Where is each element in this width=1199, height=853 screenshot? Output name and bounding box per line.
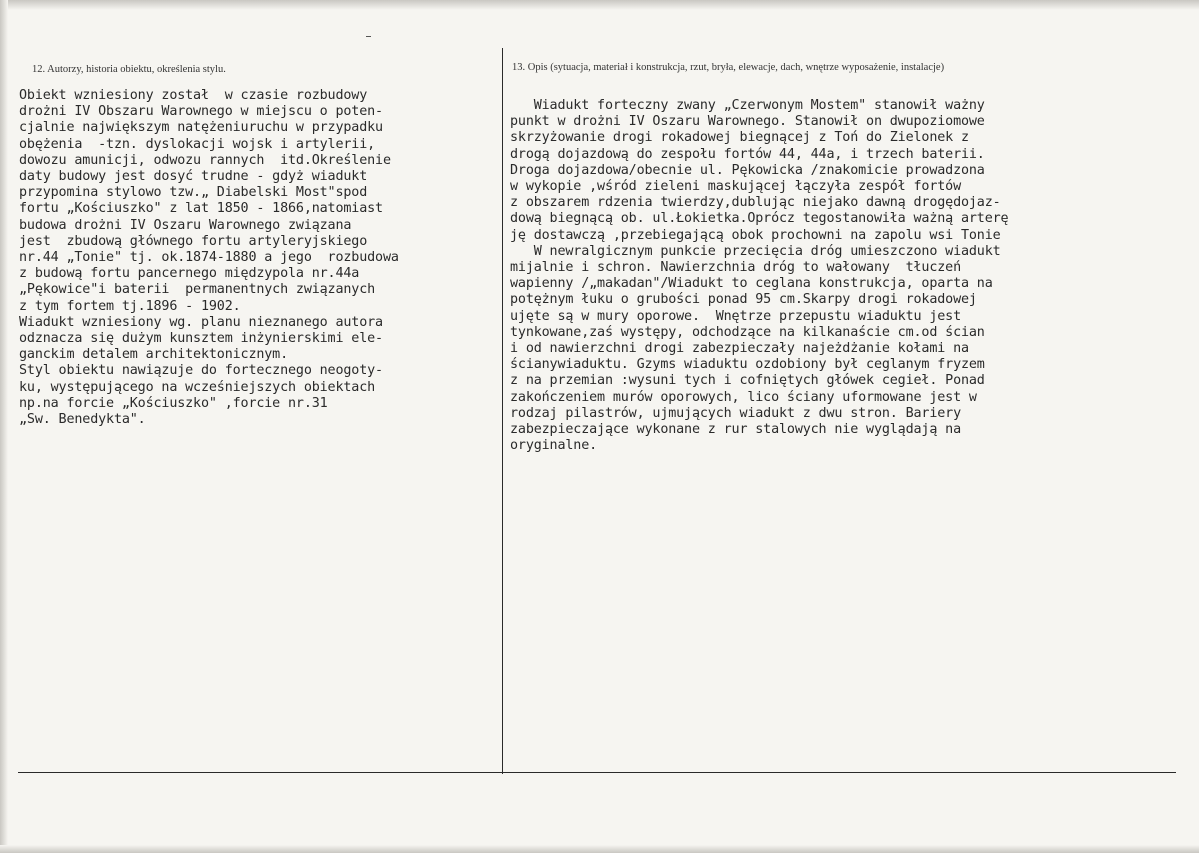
typed-line: Wiadukt forteczny zwany „Czerwonym Mostem" stanowił ważny xyxy=(510,98,985,113)
typed-line: daty budowy jest dosyć trudne - gdyż wiadukt xyxy=(19,169,368,185)
typed-line: Styl obiektu nawiązuje do fortecznego neogoty- xyxy=(19,363,383,379)
typed-line: „Pękowice"i baterii permanentnych związanych xyxy=(19,282,376,298)
typed-line: oryginalne. xyxy=(510,438,598,454)
section-12-typed-text xyxy=(19,88,399,428)
typed-line: zakończeniem murów oporowych, lico ściany uformowane jest w xyxy=(510,389,977,405)
typed-line: przypomina stylowo tzw.„ Diabelski Most"spod xyxy=(19,185,368,201)
typed-line: potężnym łuku o grubości ponad 95 cm.Skarpy drogi rokadowej xyxy=(510,292,977,308)
typed-line: drożni IV Obszaru Warownego w miejscu o poten- xyxy=(19,104,383,120)
typed-line: dową biegnącą ob. ul.Łokietka.Oprócz tegostanowiła ważną arterę xyxy=(510,211,1009,227)
typed-line: z budową fortu pancernego międzypola nr.44a xyxy=(19,266,360,282)
typed-line: „Sw. Benedykta". xyxy=(19,412,146,428)
page-edge-shadow-top xyxy=(0,0,1199,10)
typed-line: Obiekt wzniesiony został w czasie rozbudowy xyxy=(19,88,368,103)
typed-line: np.na forcie „Kościuszko" ,forcie nr.31 xyxy=(19,395,328,411)
typed-line: Droga dojazdowa/obecnie ul. Pękowicka /znakomicie prowadzona xyxy=(510,162,985,178)
typed-line: nr.44 „Tonie" tj. ok.1874-1880 a jego rozbudowa xyxy=(19,250,399,266)
section-13-typed-text xyxy=(510,98,1008,454)
typed-line: wapienny /„makadan"/Wiadukt to ceglana konstrukcja, oparta na xyxy=(510,276,993,292)
typed-line: ujęte są w mury oporowe. Wnętrze przepustu wiaduktu jest xyxy=(510,308,961,324)
typed-line: ku, występującego na wcześniejszych obiektach xyxy=(19,379,376,395)
typed-line: skrzyżowanie drogi rokadowej biegnącej z Toń do Zielonek z xyxy=(510,130,969,146)
typed-line: i od nawierzchni drogi zabezpieczały najeżdżanie kołami na xyxy=(510,341,969,357)
bottom-rule xyxy=(18,772,1176,773)
typed-line: ję dostawczą ,przebiegającą obok prochowni na zapolu wsi Tonie xyxy=(510,227,1001,243)
typed-line: obężenia -tzn. dyslokacji wojsk i artylerii, xyxy=(19,136,376,152)
typed-line: zabezpieczające wykonane z rur stalowych nie wyglądają na xyxy=(510,422,961,438)
typed-line: z obszarem rdzenia twierdzy,dublując niejako dawną drogędojaz- xyxy=(510,195,1001,211)
typed-line: punkt w drożni IV Oszaru Warownego. Stanowił on dwupoziomowe xyxy=(510,114,985,130)
page-edge-shadow-left xyxy=(0,0,8,853)
stray-mark xyxy=(366,36,371,37)
typed-line: ganckim detalem architektonicznym. xyxy=(19,347,289,363)
typed-line: dowozu amunicji, odwozu rannych itd.Określenie xyxy=(19,152,391,168)
typed-line: odznacza się dużym kunsztem inżynierskimi ele- xyxy=(19,331,383,347)
page-edge-shadow-bottom xyxy=(0,845,1199,853)
section-12-heading: 12. Autorzy, historia obiektu, określenia stylu. xyxy=(32,64,226,75)
typed-line: tynkowane,zaś występy, odchodzące na kilkanaście cm.od ścian xyxy=(510,324,985,340)
typed-line: z na przemian :wysuni tych i cofniętych główek cegieł. Ponad xyxy=(510,373,985,389)
section-13-heading: 13. Opis (sytuacja, materiał i konstrukcja, rzut, bryła, elewacje, dach, wnętrze wyposażenie, instalacje) xyxy=(512,62,945,73)
typed-line: w wykopie ,wśród zieleni maskującej łączyła zespół fortów xyxy=(510,179,961,195)
typed-line: fortu „Kościuszko" z lat 1850 - 1866,natomiast xyxy=(19,201,383,217)
typed-line: mijalnie i schron. Nawierzchnia dróg to wałowany tłuczeń xyxy=(510,260,961,276)
typed-line: Wiadukt wzniesiony wg. planu nieznanego autora xyxy=(19,314,383,330)
typed-line: budowa drożni IV Oszaru Warownego związana xyxy=(19,217,352,233)
typed-line: W newralgicznym punkcie przecięcia dróg umieszczono wiadukt xyxy=(510,243,1001,259)
typed-line: jest zbudową głównego fortu artyleryjskiego xyxy=(19,233,368,249)
column-divider xyxy=(502,48,503,774)
typed-line: cjalnie największym natężeniuruchu w przypadku xyxy=(19,120,383,136)
typed-line: rodzaj pilastrów, ujmujących wiadukt z dwu stron. Bariery xyxy=(510,405,961,421)
typed-line: ścianywiaduktu. Gzyms wiaduktu ozdobiony był ceglanym fryzem xyxy=(510,357,985,373)
typed-line: drogą dojazdową do zespołu fortów 44, 44a, i trzech baterii. xyxy=(510,146,985,162)
typed-line: z tym fortem tj.1896 - 1902. xyxy=(19,298,241,314)
